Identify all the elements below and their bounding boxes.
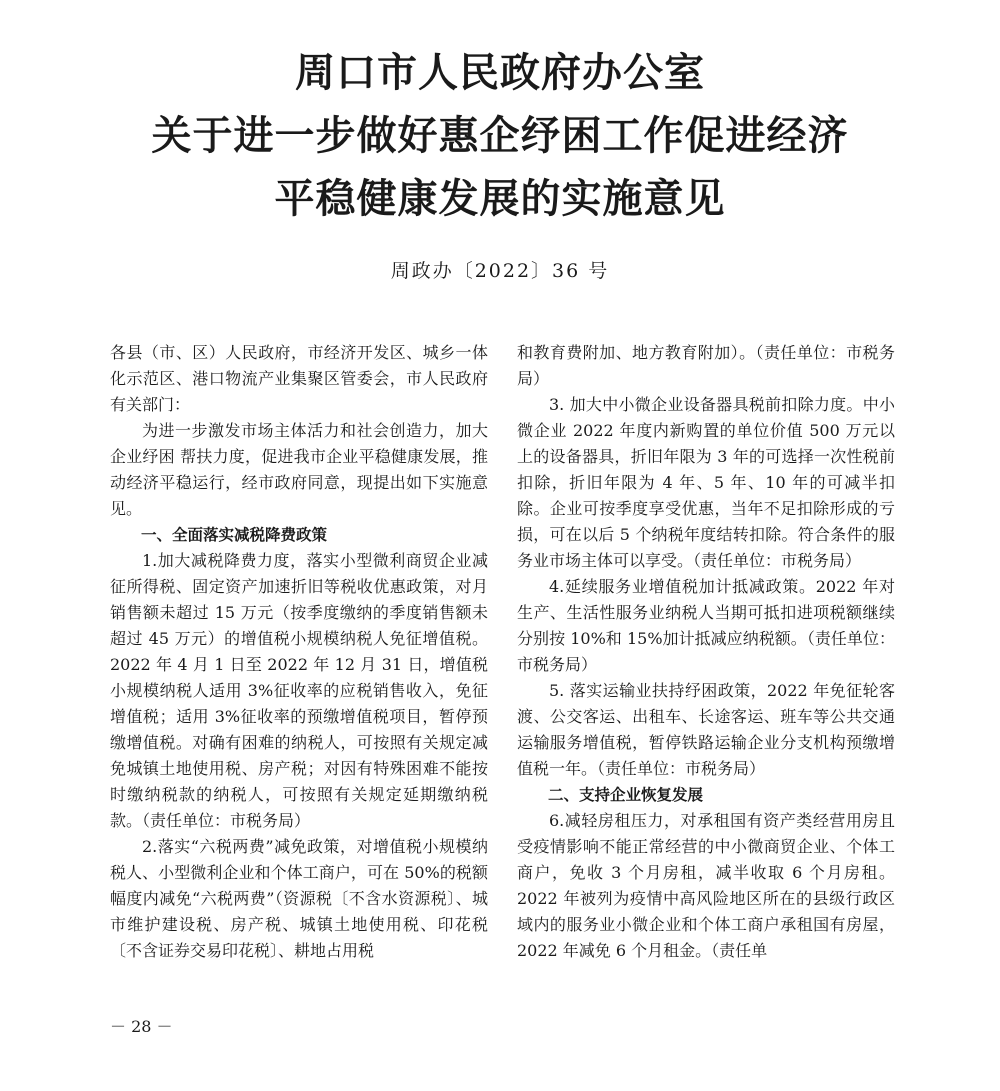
intro-paragraph: 为进一步激发市场主体活力和社会创造力，加大企业纾困 帮扶力度，促进我市企业平稳健康发展，推动经济平稳运行，经市政府同意，现提出如下实施意见。 [110, 421, 488, 518]
title-line-2: 关于进一步做好惠企纾困工作促进经济 [151, 112, 849, 159]
right-column [517, 340, 895, 964]
item-1-paragraph: 1.加大减税降费力度，落实小型微利商贸企业减征所得税、固定资产加速折旧等税收优惠政策，对月销售额未超过 15 万元（按季度缴纳的季度销售额未超过 45 万元）的增值税小规模纳税人免征增值税。2022 年 4 月 1 日至 2022 年 12 月 31 日，增值税小规模纳税人适用 3%征收率的应税销售收入，免征增值税；适用 3%征收率的预缴增值税项目，暂停预缴增值税。对确有困难的纳税人，可按照有关规定减免城镇土地使用税、房产税；对因有特殊困难不能按时缴纳税款的纳税人，可按照有关规定延期缴纳税款。（责任单位：市税务局） [110, 551, 488, 830]
item-3-paragraph: 3. 加大中小微企业设备器具税前扣除力度。中小微企业 2022 年度内新购置的单位价值 500 万元以上的设备器具，折旧年限为 3 年的可选择一次性税前扣除，折旧年限为 4 年、5 年、10 年的可减半扣除。企业可按季度享受优惠，当年不足扣除形成的亏损，可在以后 5 个纳税年度结转扣除。符合条件的服务业市场主体可以享受。（责任单位：市税务局） [517, 395, 895, 570]
left-column [110, 340, 488, 964]
page-number: － 28 － [110, 1017, 173, 1036]
item-4-paragraph: 4.延续服务业增值税加计抵减政策。2022 年对生产、生活性服务业纳税人当期可抵扣进项税额继续分别按 10%和 15%加计抵减应纳税额。（责任单位：市税务局） [517, 577, 895, 674]
item-2-paragraph: 2.落实“六税两费”减免政策，对增值税小规模纳税人、小型微利企业和个体工商户，可在 50%的税额幅度内减免“六税两费”（资源税〔不含水资源税〕、城市维护建设税、房产税、城镇土地使用税、印花税〔不含证券交易印花税〕、耕地占用税 [110, 837, 488, 960]
salutation: 各县（市、区）人民政府，市经济开发区、城乡一体化示范区、港口物流产业集聚区管委会，市人民政府有关部门： [110, 343, 488, 414]
title-line-3: 平稳健康发展的实施意见 [274, 175, 726, 222]
item-6-paragraph: 6.减轻房租压力，对承租国有资产类经营用房且受疫情影响不能正常经营的中小微商贸企业、个体工商户，免收 3 个月房租，减半收取 6 个月房租。2022 年被列为疫情中高风险地区所在的县级行政区域内的服务业小微企业和个体工商户承租国有房屋，2022 年减免 6 个月租金。（责任单 [517, 811, 895, 960]
item-2-continuation: 和教育费附加、地方教育附加）。（责任单位：市税务局） [517, 343, 895, 388]
section-heading-1: 一、全面落实减税降费政策 [141, 526, 328, 544]
document-number: 周政办〔2022〕36 号 [390, 260, 610, 282]
item-5-paragraph: 5. 落实运输业扶持纾困政策，2022 年免征轮客渡、公交客运、出租车、长途客运、班车等公共交通运输服务增值税，暂停铁路运输企业分支机构预缴增值税一年。（责任单位：市税务局） [517, 681, 895, 778]
section-heading-2: 二、支持企业恢复发展 [548, 786, 704, 804]
title-line-1: 周口市人民政府办公室 [295, 49, 705, 96]
